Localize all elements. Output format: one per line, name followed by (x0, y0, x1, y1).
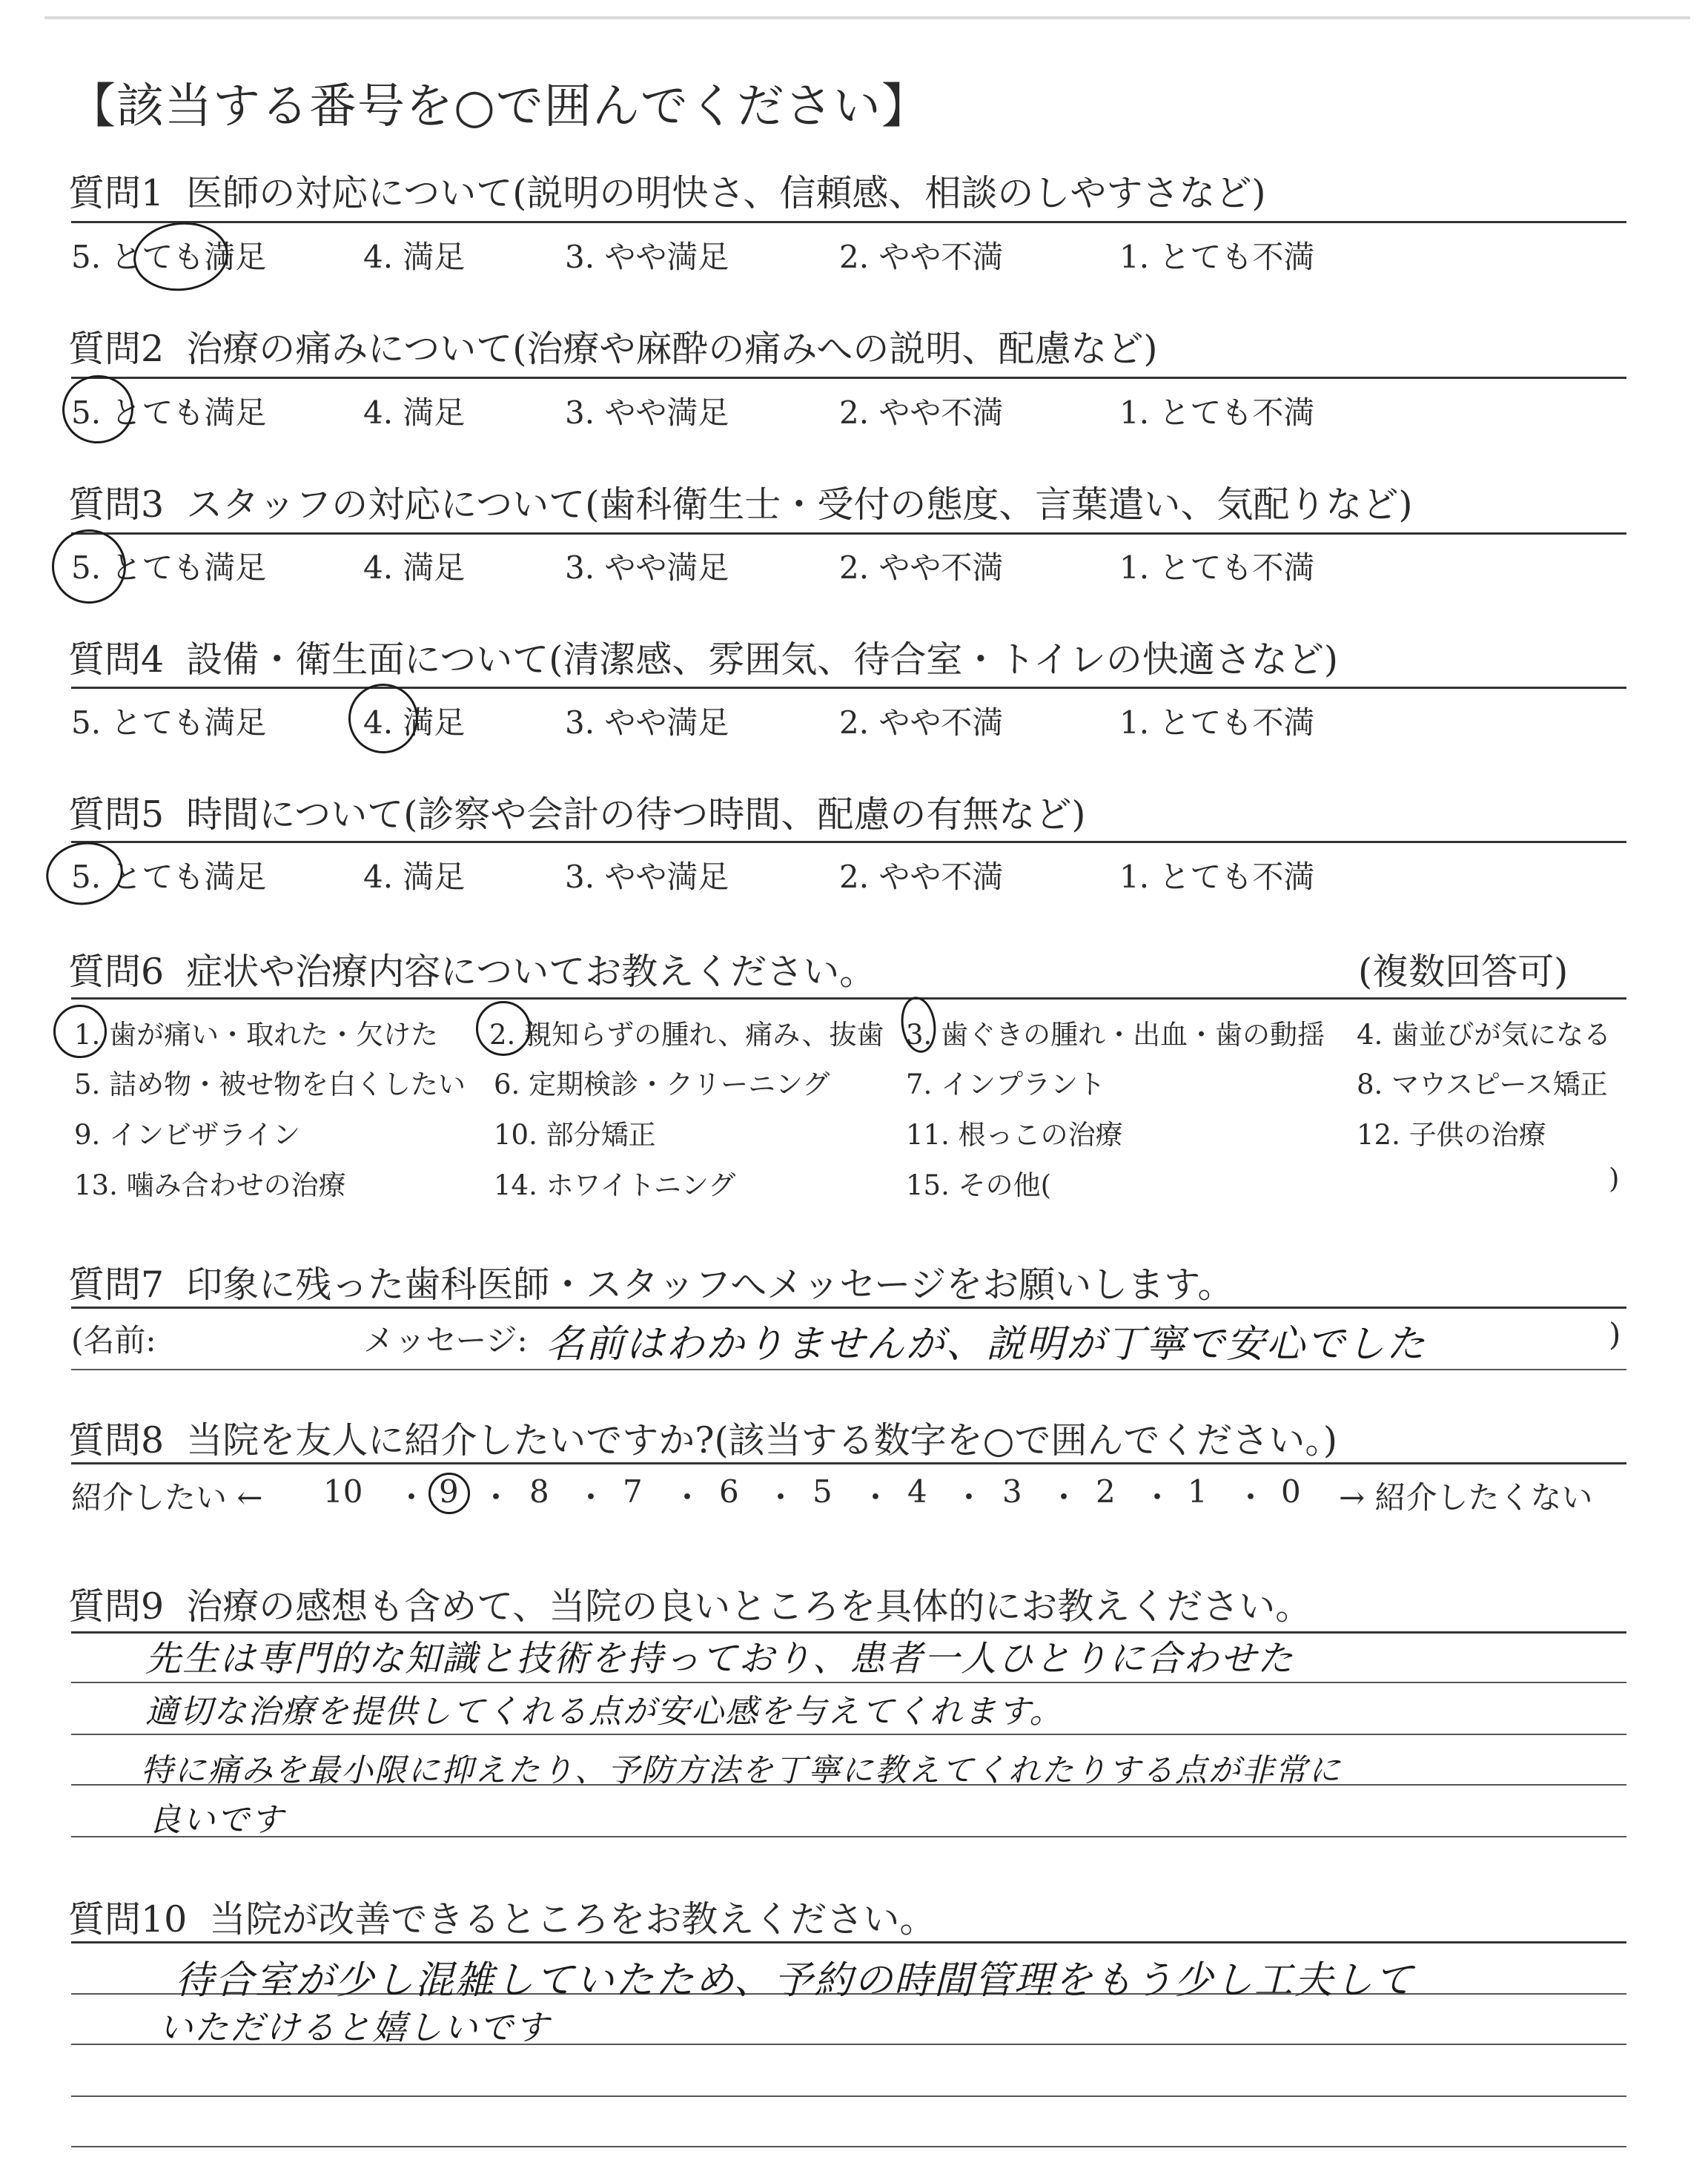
scale-10[interactable]: 10 (323, 1473, 363, 1510)
q6-option-3[interactable]: 3. 歯ぐきの腫れ・出血・歯の動揺 (906, 1019, 1325, 1051)
q1-option-2[interactable]: 2. やや不満 (839, 239, 1004, 275)
divider (71, 1462, 1626, 1464)
q4-option-3[interactable]: 3. やや満足 (565, 704, 729, 741)
q4-option-2[interactable]: 2. やや不満 (839, 704, 1004, 741)
scale-dot: ・ (953, 1479, 985, 1516)
q4-option-5[interactable]: 5. とても満足 (71, 704, 267, 741)
q4-selection-mark (344, 679, 423, 758)
question-8-title (68, 1412, 1337, 1464)
q1-option-5[interactable]: 5. とても満足 (71, 239, 267, 275)
scale-dot: ・ (480, 1479, 512, 1516)
q6-option-7[interactable]: 7. インプラント (906, 1069, 1106, 1100)
scale-dot: ・ (1235, 1479, 1267, 1516)
q6-option-10[interactable]: 10. 部分矯正 (494, 1119, 656, 1151)
q10-answer-line-2: いただけると嬉しいです (159, 2007, 550, 2047)
scale-0[interactable]: 0 (1281, 1473, 1301, 1510)
divider (71, 377, 1626, 379)
question-text: 当院が改善できるところをお教えください。 (209, 1898, 936, 1941)
q1-option-4[interactable]: 4. 満足 (363, 239, 466, 275)
question-number: 質問2 (68, 328, 165, 370)
q6-option-11[interactable]: 11. 根っこの治療 (906, 1119, 1123, 1151)
q6-option-5[interactable]: 5. 詰め物・被せ物を白くしたい (74, 1069, 466, 1100)
q6-selection-mark-1 (53, 1005, 107, 1058)
scale-4[interactable]: 4 (907, 1473, 927, 1510)
answer-line (71, 1682, 1626, 1683)
q2-option-2[interactable]: 2. やや不満 (839, 394, 1004, 431)
question-number: 質問9 (68, 1585, 165, 1628)
q9-answer-line-4: 良いです (148, 1801, 285, 1839)
q6-option-14[interactable]: 14. ホワイトニング (494, 1169, 736, 1201)
q9-answer-line-2: 適切な治療を提供してくれる点が安心感を与えてくれます。 (145, 1693, 1064, 1731)
q5-option-1[interactable]: 1. とても不満 (1119, 859, 1315, 895)
scale-8[interactable]: 8 (529, 1473, 549, 1510)
q1-option-1[interactable]: 1. とても不満 (1119, 239, 1315, 275)
question-2-title (68, 320, 1157, 372)
question-text: 治療の痛みについて(治療や麻酔の痛みへの説明、配慮など) (186, 328, 1158, 370)
question-4-title (68, 631, 1338, 683)
scale-1[interactable]: 1 (1188, 1473, 1208, 1510)
question-number: 質問7 (68, 1264, 165, 1306)
multiple-answer-note: (複数回答可) (1358, 951, 1569, 993)
scale-9[interactable]: 9 (439, 1473, 459, 1510)
question-number: 質問3 (68, 483, 165, 526)
recommend-left-label: 紹介したい ← (71, 1479, 263, 1516)
q1-option-3[interactable]: 3. やや満足 (565, 239, 729, 275)
q5-option-3[interactable]: 3. やや満足 (565, 859, 729, 895)
question-text: スタッフの対応について(歯科衛生士・受付の態度、言葉遣い、気配りなど) (186, 483, 1413, 526)
question-number: 質問8 (68, 1419, 165, 1462)
scale-dot: ・ (396, 1479, 428, 1516)
question-9-title (68, 1578, 1311, 1630)
question-number: 質問5 (68, 793, 165, 836)
scale-7[interactable]: 7 (623, 1473, 643, 1510)
other-close-paren: ) (1609, 1163, 1620, 1195)
question-number: 質問10 (68, 1898, 188, 1941)
q10-answer-line-1: 待合室が少し混雑していたため、予約の時間管理をもう少し工夫して (175, 1958, 1414, 2003)
q6-option-6[interactable]: 6. 定期検診・クリーニング (494, 1069, 830, 1100)
q6-option-9[interactable]: 9. インビザライン (74, 1119, 300, 1151)
q6-option-4[interactable]: 4. 歯並びが気になる (1357, 1019, 1612, 1051)
question-text: 印象に残った歯科医師・スタッフへメッセージをお願いします。 (186, 1264, 1234, 1306)
name-label: (名前: (71, 1322, 156, 1358)
message-close-paren: ) (1609, 1316, 1621, 1353)
question-text: 治療の感想も含めて、当院の良いところを具体的にお教えください。 (186, 1585, 1312, 1628)
answer-line (71, 2095, 1626, 2097)
q6-option-1[interactable]: 1. 歯が痛い・取れた・欠けた (74, 1019, 439, 1051)
q2-selection-mark (57, 369, 139, 449)
scale-3[interactable]: 3 (1002, 1473, 1022, 1510)
q2-option-1[interactable]: 1. とても不満 (1119, 394, 1315, 431)
question-text: 設備・衛生面について(清潔感、雰囲気、待合室・トイレの快適さなど) (186, 638, 1338, 681)
q6-option-12[interactable]: 12. 子供の治療 (1357, 1119, 1546, 1151)
q2-option-5[interactable]: 5. とても満足 (71, 394, 267, 431)
divider (71, 221, 1626, 223)
question-5-title (68, 786, 1085, 838)
divider (71, 1307, 1626, 1309)
q5-selection-mark (41, 836, 128, 911)
question-number: 質問1 (68, 172, 165, 214)
q9-answer-line-1: 先生は専門的な知識と技術を持っており、患者一人ひとりに合わせた (145, 1638, 1295, 1680)
q3-option-1[interactable]: 1. とても不満 (1119, 549, 1315, 586)
scale-dot: ・ (575, 1479, 607, 1516)
question-text: 症状や治療内容についてお教えください。 (186, 951, 876, 993)
divider (71, 841, 1626, 843)
question-text: 医師の対応について(説明の明快さ、信頼感、相談のしやすさなど) (186, 172, 1266, 214)
question-6-title (68, 943, 875, 995)
q2-option-3[interactable]: 3. やや満足 (565, 394, 729, 431)
q1-selection-mark (130, 218, 232, 296)
divider (71, 532, 1626, 535)
question-text: 時間について(診察や会計の待つ時間、配慮の有無など) (186, 793, 1086, 836)
q9-answer-line-3: 特に痛みを最小限に抑えたり、予防方法を丁寧に教えてくれたりする点が非常に (141, 1752, 1342, 1789)
q3-option-4[interactable]: 4. 満足 (363, 549, 466, 586)
q2-option-4[interactable]: 4. 満足 (363, 394, 466, 431)
q5-option-2[interactable]: 2. やや不満 (839, 859, 1004, 895)
divider (71, 1941, 1626, 1943)
q6-option-2[interactable]: 2. 親知らずの腫れ、痛み、抜歯 (489, 1019, 884, 1051)
recommend-right-label: → 紹介したくない (1339, 1479, 1593, 1516)
question-3-title (68, 476, 1412, 528)
q3-option-2[interactable]: 2. やや不満 (839, 549, 1004, 586)
question-7-title (68, 1256, 1234, 1308)
q6-selection-mark-2 (476, 1001, 531, 1056)
scale-dot: ・ (1048, 1479, 1080, 1516)
question-10-title (68, 1891, 936, 1943)
message-label: メッセージ: (363, 1322, 528, 1358)
scale-dot: ・ (672, 1479, 704, 1516)
scale-6[interactable]: 6 (719, 1473, 739, 1510)
answer-line (71, 2146, 1626, 2147)
page-title: 【該当する番号を○で囲んでください】 (68, 79, 930, 134)
divider (71, 997, 1626, 1000)
question-1-title (68, 165, 1265, 217)
question-number: 質問4 (68, 638, 165, 681)
q6-option-8[interactable]: 8. マウスピース矯正 (1357, 1069, 1608, 1100)
message-handwriting: 名前はわかりませんが、説明が丁寧で安心でした (546, 1322, 1427, 1367)
top-border (44, 16, 1690, 19)
scale-dot: ・ (765, 1479, 797, 1516)
q6-option-13[interactable]: 13. 噛み合わせの治療 (74, 1169, 346, 1201)
answer-line (71, 1836, 1626, 1837)
question-text: 当院を友人に紹介したいですか?(該当する数字を○で囲んでください。) (186, 1419, 1337, 1462)
q3-selection-mark (46, 524, 132, 610)
answer-line (71, 1734, 1626, 1735)
scale-dot: ・ (1142, 1479, 1174, 1516)
q5-option-5[interactable]: 5. とても満足 (71, 859, 267, 895)
q6-option-15[interactable]: 15. その他( (906, 1169, 1052, 1201)
scale-2[interactable]: 2 (1096, 1473, 1116, 1510)
q5-option-4[interactable]: 4. 満足 (363, 859, 466, 895)
scale-dot: ・ (860, 1479, 892, 1516)
divider (71, 687, 1626, 689)
q8-selection-mark (428, 1473, 470, 1514)
divider (71, 1369, 1626, 1370)
scale-5[interactable]: 5 (812, 1473, 833, 1510)
q4-option-4[interactable]: 4. 満足 (363, 704, 466, 741)
q3-option-3[interactable]: 3. やや満足 (565, 549, 729, 586)
q3-option-5[interactable]: 5. とても満足 (71, 549, 267, 586)
q4-option-1[interactable]: 1. とても不満 (1119, 704, 1315, 741)
question-number: 質問6 (68, 951, 165, 993)
